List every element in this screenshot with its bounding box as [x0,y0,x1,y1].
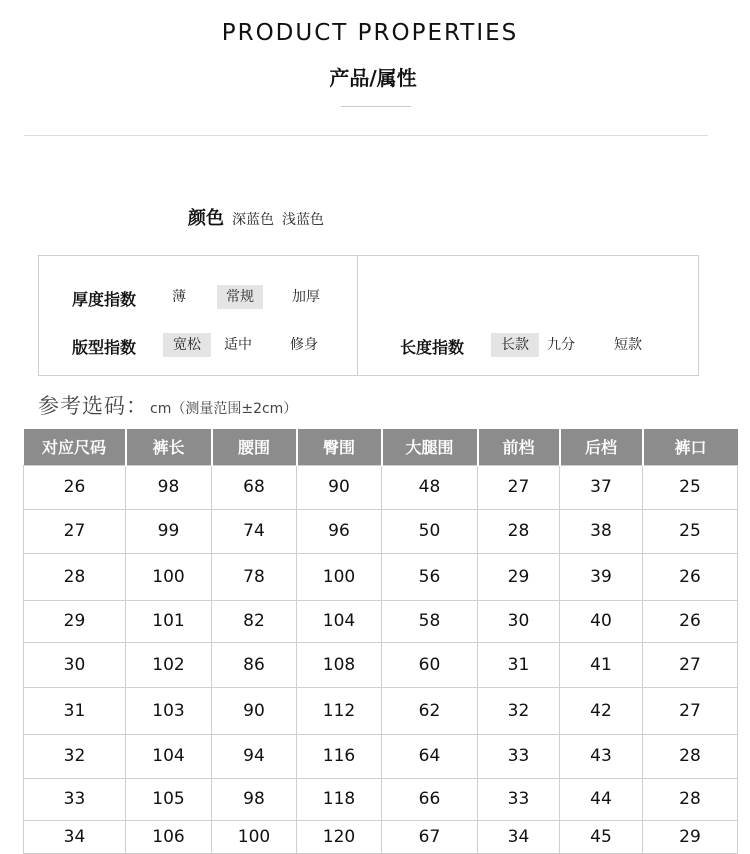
properties-divider [357,255,358,376]
table-cell: 25 [643,465,738,509]
size-chart-unit-note: cm（测量范围±2cm） [150,401,298,417]
table-cell: 67 [382,820,478,853]
table-row [24,687,738,734]
table-row [24,465,738,509]
thickness-label: 厚度指数 [72,290,137,309]
table-cell: 66 [382,778,478,820]
table-cell: 68 [212,465,297,509]
length-option-long: 长款 [491,333,539,357]
color-row [188,204,324,230]
table-cell: 40 [560,600,643,642]
table-cell: 102 [126,642,212,687]
table-cell: 29 [643,820,738,853]
length-option-ninth: 九分 [547,337,575,353]
table-cell: 27 [643,642,738,687]
table-cell: 116 [297,734,382,778]
table-row [24,600,738,642]
header-cell: 臀围 [297,429,382,465]
table-cell: 104 [297,600,382,642]
table-cell: 90 [212,687,297,734]
table-cell: 38 [560,509,643,553]
header-cell: 裤长 [126,429,212,465]
size-table [23,429,738,854]
color-option: 深蓝色 [232,212,274,228]
fit-label: 版型指数 [72,338,137,357]
table-cell: 99 [126,509,212,553]
table-cell: 74 [212,509,297,553]
table-cell: 108 [297,642,382,687]
table-cell: 45 [560,820,643,853]
table-cell: 44 [560,778,643,820]
table-cell: 86 [212,642,297,687]
table-cell: 43 [560,734,643,778]
table-cell: 28 [478,509,560,553]
table-row [24,553,738,600]
table-cell: 34 [24,820,126,853]
table-cell: 26 [643,553,738,600]
table-cell: 100 [126,553,212,600]
table-cell: 33 [478,734,560,778]
table-cell: 100 [212,820,297,853]
properties-box [38,255,699,376]
table-cell: 30 [24,642,126,687]
table-cell: 62 [382,687,478,734]
table-row [24,778,738,820]
table-cell: 120 [297,820,382,853]
header-cell: 前档 [478,429,560,465]
table-cell: 100 [297,553,382,600]
title-english: PRODUCT PROPERTIES [221,20,519,46]
table-row [24,820,738,853]
table-cell: 41 [560,642,643,687]
length-option-short: 短款 [614,337,642,353]
header-cell: 腰围 [212,429,297,465]
table-cell: 118 [297,778,382,820]
table-cell: 28 [24,553,126,600]
fit-option-slim: 修身 [290,337,318,353]
table-cell: 101 [126,600,212,642]
fit-option-loose: 宽松 [163,333,211,357]
table-cell: 32 [24,734,126,778]
table-cell: 29 [478,553,560,600]
table-cell: 94 [212,734,297,778]
table-cell: 30 [478,600,560,642]
table-cell: 78 [212,553,297,600]
table-cell: 106 [126,820,212,853]
header-cell: 后档 [560,429,643,465]
table-cell: 48 [382,465,478,509]
table-cell: 29 [24,600,126,642]
header-cell: 对应尺码 [24,429,126,465]
table-cell: 90 [297,465,382,509]
header-cell: 裤口 [643,429,738,465]
table-cell: 39 [560,553,643,600]
table-cell: 28 [643,778,738,820]
table-cell: 31 [478,642,560,687]
table-cell: 64 [382,734,478,778]
table-cell: 32 [478,687,560,734]
table-cell: 112 [297,687,382,734]
color-label: 颜色 [188,208,224,229]
table-cell: 82 [212,600,297,642]
length-label: 长度指数 [400,338,465,357]
table-cell: 28 [643,734,738,778]
table-cell: 98 [212,778,297,820]
thickness-option-regular: 常规 [217,285,263,309]
table-cell: 58 [382,600,478,642]
table-row [24,642,738,687]
table-cell: 34 [478,820,560,853]
table-cell: 42 [560,687,643,734]
size-chart-heading: 参考选码： [38,394,148,418]
table-cell: 56 [382,553,478,600]
table-cell: 27 [643,687,738,734]
table-cell: 33 [478,778,560,820]
table-row [24,509,738,553]
title-chinese: 产品/属性 [329,66,417,90]
title-underline [341,106,411,107]
header-cell: 大腿围 [382,429,478,465]
table-cell: 27 [478,465,560,509]
table-cell: 104 [126,734,212,778]
table-cell: 37 [560,465,643,509]
size-chart-title [38,390,297,420]
table-cell: 26 [24,465,126,509]
table-cell: 33 [24,778,126,820]
section-divider [24,135,708,136]
fit-option-medium: 适中 [224,337,252,353]
table-cell: 26 [643,600,738,642]
table-cell: 31 [24,687,126,734]
table-cell: 103 [126,687,212,734]
table-cell: 50 [382,509,478,553]
size-table-header [24,429,738,465]
color-option: 浅蓝色 [282,212,324,228]
thickness-option-thin: 薄 [172,289,186,305]
table-cell: 25 [643,509,738,553]
table-row [24,734,738,778]
table-cell: 105 [126,778,212,820]
table-cell: 60 [382,642,478,687]
table-cell: 98 [126,465,212,509]
table-cell: 27 [24,509,126,553]
thickness-option-thick: 加厚 [292,289,320,305]
table-cell: 96 [297,509,382,553]
